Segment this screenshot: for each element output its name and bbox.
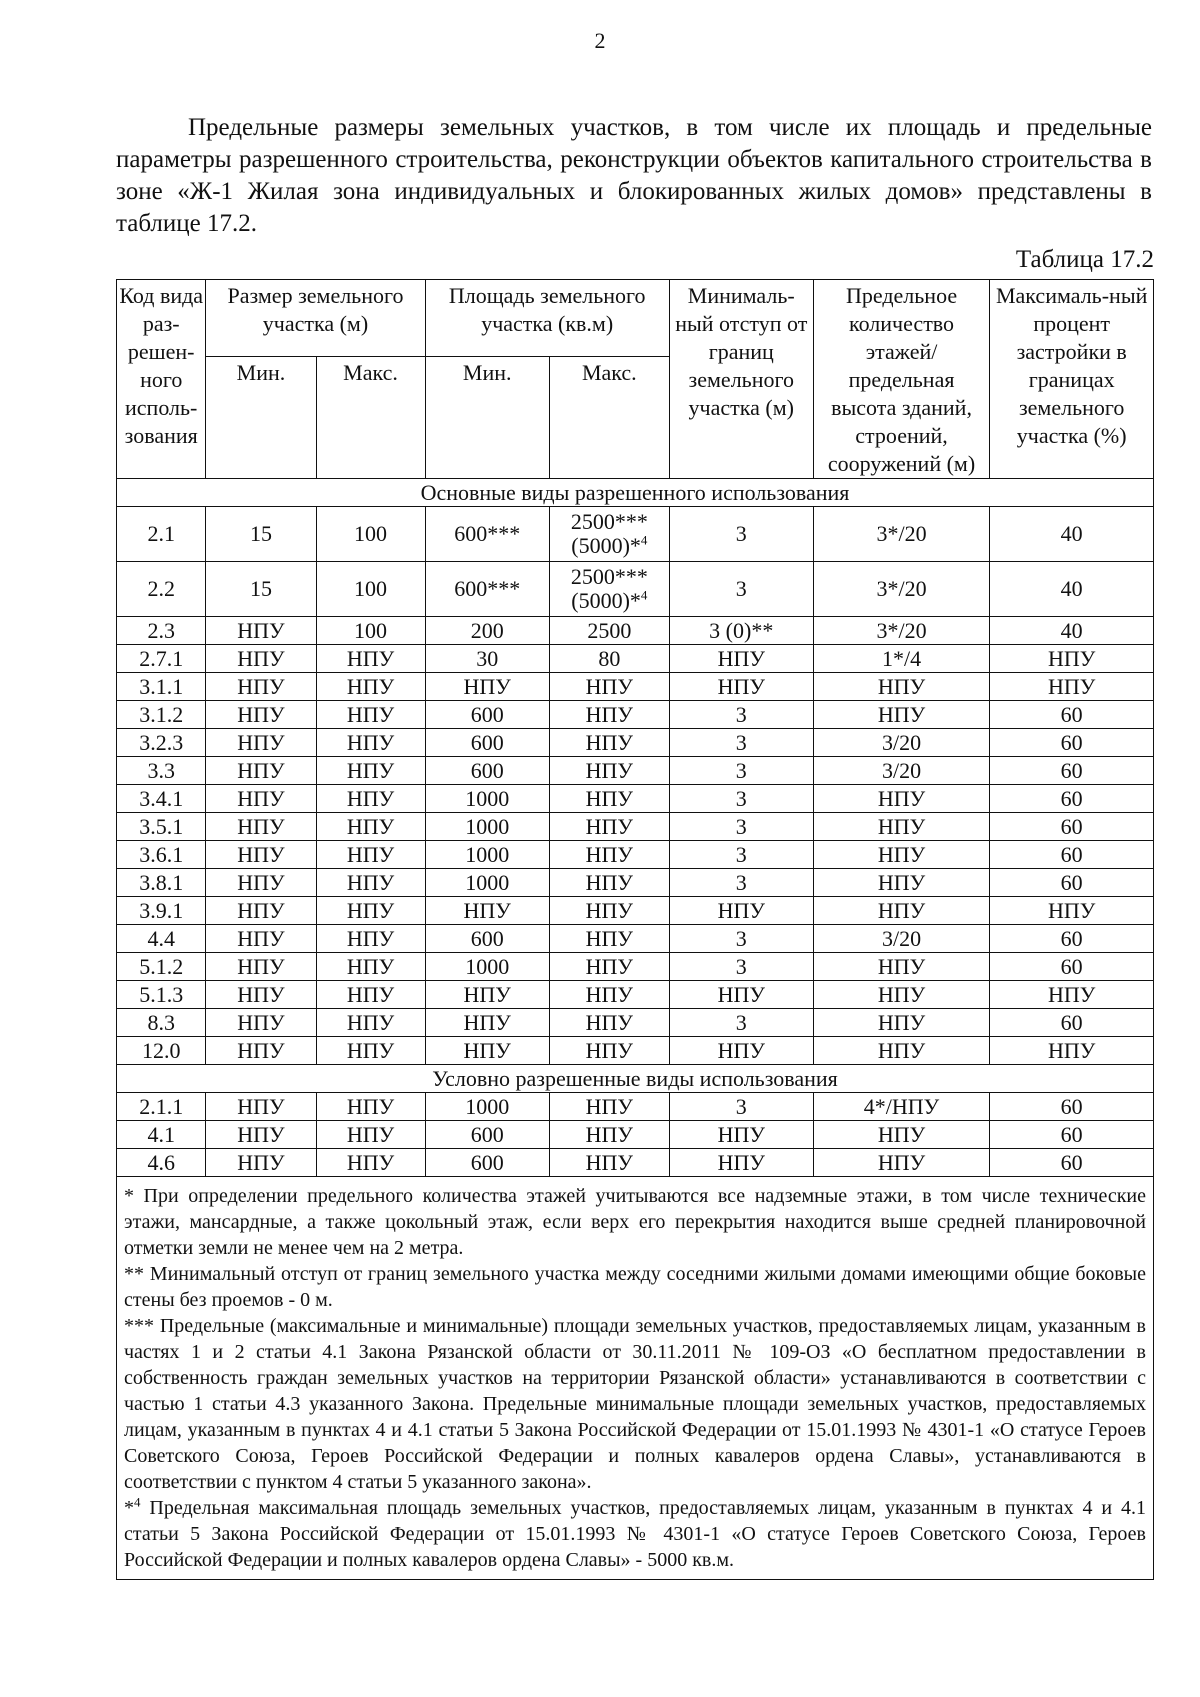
zoning-parameters-table	[116, 279, 1154, 1580]
table-cell: 4.6	[117, 1149, 206, 1177]
intro-paragraph: Предельные размеры земельных участков, в том числе их площадь и предельные параметры разрешенного строительства, реконструкции объектов капитального строительства в зоне «Ж-1 Жилая зона индивидуальных и блокированных жилых домов» представлены в таблице 17.2.	[116, 114, 1152, 237]
table-cell: НПУ	[206, 729, 316, 757]
table-cell: НПУ	[206, 1149, 316, 1177]
table-cell: 3*/20	[813, 617, 990, 645]
table-row	[117, 1093, 1154, 1121]
table-cell: НПУ	[813, 813, 990, 841]
table-cell: НПУ	[316, 1037, 425, 1065]
table-cell: НПУ	[206, 645, 316, 673]
table-cell: 2.2	[117, 562, 206, 617]
table-row	[117, 785, 1154, 813]
table-cell: 1*/4	[813, 645, 990, 673]
table-cell: 12.0	[117, 1037, 206, 1065]
table-cell: 60	[990, 729, 1154, 757]
table-cell: НПУ	[813, 1149, 990, 1177]
table-cell: 40	[990, 562, 1154, 617]
table-cell: 3	[669, 925, 813, 953]
table-cell: НПУ	[316, 701, 425, 729]
table-cell: 3	[669, 813, 813, 841]
table-cell: НПУ	[206, 925, 316, 953]
table-row	[117, 617, 1154, 645]
table-cell: НПУ	[549, 757, 669, 785]
table-cell: НПУ	[549, 1009, 669, 1037]
header-code: Код вида раз-решен-ного исполь-зования	[117, 280, 206, 479]
table-cell: НПУ	[990, 645, 1154, 673]
table-cell: 1000	[425, 953, 549, 981]
table-cell: НПУ	[316, 729, 425, 757]
table-cell: 60	[990, 785, 1154, 813]
table-cell: 600	[425, 757, 549, 785]
table-cell: 60	[990, 953, 1154, 981]
table-row	[117, 1149, 1154, 1177]
table-cell: НПУ	[316, 1149, 425, 1177]
table-cell: 3.1.2	[117, 701, 206, 729]
header-plot-size: Размер земельного участка (м)	[206, 280, 425, 357]
table-cell: 100	[316, 617, 425, 645]
table-cell: НПУ	[549, 673, 669, 701]
table-notes	[117, 1177, 1154, 1580]
table-row	[117, 1037, 1154, 1065]
table-cell: НПУ	[669, 897, 813, 925]
table-cell: НПУ	[316, 1009, 425, 1037]
table-cell: НПУ	[549, 1149, 669, 1177]
table-cell: 1000	[425, 785, 549, 813]
table-cell: НПУ	[316, 953, 425, 981]
table-cell: 3.6.1	[117, 841, 206, 869]
table-cell: НПУ	[813, 869, 990, 897]
table-cell: НПУ	[206, 1121, 316, 1149]
table-cell: 2500*** (5000)*$^4$	[549, 562, 669, 617]
note-3: *** Предельные (максимальные и минимальные) площади земельных участков, предоставляемых лицам, указанным в частях 1 и 2 статьи 4.1 Закона Рязанской области от 30.11.2011 № 109-ОЗ «О бесплатном предоставлении в собственность граждан земельных участков на территории Рязанской области» устанавливаются в соответствии с частью 1 статьи 4.3 указанного Закона. Предельные минимальные площади земельных участков, предоставляемых лицам, указанным в пунктах 4 и 4.1 статьи 5 Закона Российской Федерации от 15.01.1993 № 4301-1 «О статусе Героев Советского Союза, Героев Российской Федерации и полных кавалеров ордена Славы», устанавливаются в соответствии с пунктом 4 статьи 5 указанного закона».	[124, 1315, 1146, 1493]
table-row	[117, 841, 1154, 869]
table-cell: 3	[669, 869, 813, 897]
table-cell: 15	[206, 507, 316, 562]
table-row	[117, 897, 1154, 925]
table-cell: НПУ	[206, 617, 316, 645]
table-cell: НПУ	[549, 729, 669, 757]
table-cell: 1000	[425, 813, 549, 841]
header-size-max: Макс.	[316, 357, 425, 479]
table-cell: НПУ	[549, 1121, 669, 1149]
table-cell: 2.1	[117, 507, 206, 562]
table-cell: 3	[669, 841, 813, 869]
table-cell: 3	[669, 785, 813, 813]
table-cell: 2.1.1	[117, 1093, 206, 1121]
table-cell: 60	[990, 841, 1154, 869]
table-row	[117, 1121, 1154, 1149]
table-row	[117, 813, 1154, 841]
table-cell: НПУ	[669, 981, 813, 1009]
table-cell: 3*/20	[813, 562, 990, 617]
table-cell: 40	[990, 507, 1154, 562]
table-cell: НПУ	[549, 897, 669, 925]
table-cell: НПУ	[549, 1093, 669, 1121]
table-cell: НПУ	[669, 1149, 813, 1177]
table-cell: НПУ	[316, 897, 425, 925]
table-row	[117, 925, 1154, 953]
table-cell: 4.4	[117, 925, 206, 953]
table-cell: 5.1.3	[117, 981, 206, 1009]
table-cell: 4.1	[117, 1121, 206, 1149]
table-cell: 3	[669, 562, 813, 617]
table-cell: НПУ	[206, 813, 316, 841]
table-row	[117, 981, 1154, 1009]
table-cell: НПУ	[990, 981, 1154, 1009]
table-cell: НПУ	[206, 673, 316, 701]
table-row	[117, 869, 1154, 897]
table-cell: НПУ	[813, 953, 990, 981]
table-cell: НПУ	[990, 1037, 1154, 1065]
table-cell: 200	[425, 617, 549, 645]
table-cell: НПУ	[316, 785, 425, 813]
table-cell: НПУ	[316, 869, 425, 897]
table-cell: НПУ	[990, 897, 1154, 925]
table-cell: НПУ	[206, 757, 316, 785]
table-cell: НПУ	[206, 1037, 316, 1065]
table-cell: НПУ	[669, 645, 813, 673]
note-1: * При определении предельного количества этажей учитываются все надземные этажи, в том числе технические этажи, мансардные, а также цокольный этаж, если верх его перекрытия находится выше средней планировочной отметки земли не менее чем на 2 метра.	[124, 1185, 1146, 1259]
table-cell: НПУ	[549, 925, 669, 953]
table-cell: 600***	[425, 507, 549, 562]
table-cell: 8.3	[117, 1009, 206, 1037]
table-cell: 60	[990, 869, 1154, 897]
table-cell: НПУ	[549, 785, 669, 813]
table-cell: 600	[425, 701, 549, 729]
table-cell: 600	[425, 1121, 549, 1149]
table-cell: 15	[206, 562, 316, 617]
table-cell: 60	[990, 1009, 1154, 1037]
table-cell: НПУ	[425, 897, 549, 925]
table-cell: 60	[990, 757, 1154, 785]
table-cell: 3/20	[813, 757, 990, 785]
table-cell: 60	[990, 701, 1154, 729]
table-cell: 3*/20	[813, 507, 990, 562]
section-conditional-uses: Условно разрешенные виды использования	[117, 1065, 1154, 1093]
table-cell: 80	[549, 645, 669, 673]
table-cell: НПУ	[813, 981, 990, 1009]
table-cell: НПУ	[549, 701, 669, 729]
table-cell: 3/20	[813, 925, 990, 953]
table-cell: 5.1.2	[117, 953, 206, 981]
table-cell: НПУ	[206, 785, 316, 813]
table-cell: НПУ	[206, 1093, 316, 1121]
table-row	[117, 673, 1154, 701]
table-cell: НПУ	[425, 981, 549, 1009]
table-cell: НПУ	[425, 673, 549, 701]
table-cell: НПУ	[669, 1121, 813, 1149]
table-cell: 3.3	[117, 757, 206, 785]
table-cell: 600	[425, 729, 549, 757]
table-cell: НПУ	[316, 757, 425, 785]
table-cell: НПУ	[206, 981, 316, 1009]
table-cell: 600	[425, 925, 549, 953]
table-cell: НПУ	[813, 701, 990, 729]
table-cell: НПУ	[813, 1037, 990, 1065]
table-cell: НПУ	[316, 841, 425, 869]
table-cell: НПУ	[813, 785, 990, 813]
table-row	[117, 729, 1154, 757]
section-main-uses: Основные виды разрешенного использования	[117, 479, 1154, 507]
table-cell: НПУ	[813, 841, 990, 869]
table-cell: НПУ	[549, 841, 669, 869]
table-cell: 60	[990, 1121, 1154, 1149]
table-cell: 1000	[425, 841, 549, 869]
table-cell: 2.3	[117, 617, 206, 645]
table-cell: 2.7.1	[117, 645, 206, 673]
header-size-min: Мин.	[206, 357, 316, 479]
table-cell: НПУ	[316, 645, 425, 673]
table-cell: НПУ	[316, 813, 425, 841]
table-cell: 3.2.3	[117, 729, 206, 757]
table-cell: 3/20	[813, 729, 990, 757]
table-cell: 3	[669, 757, 813, 785]
table-cell: НПУ	[425, 1009, 549, 1037]
table-cell: 3	[669, 953, 813, 981]
table-cell: НПУ	[669, 1037, 813, 1065]
table-cell: 3 (0)**	[669, 617, 813, 645]
table-cell: НПУ	[549, 981, 669, 1009]
table-cell: НПУ	[813, 1009, 990, 1037]
table-cell: 100	[316, 562, 425, 617]
table-cell: 3	[669, 729, 813, 757]
table-row	[117, 645, 1154, 673]
table-cell: НПУ	[316, 1093, 425, 1121]
table-cell: 2500	[549, 617, 669, 645]
header-area-max: Макс.	[549, 357, 669, 479]
table-row	[117, 562, 1154, 617]
table-cell: НПУ	[206, 701, 316, 729]
table-cell: НПУ	[206, 841, 316, 869]
table-cell: 40	[990, 617, 1154, 645]
table-cell: 3	[669, 507, 813, 562]
table-cell: НПУ	[549, 813, 669, 841]
table-cell: НПУ	[206, 869, 316, 897]
table-cell: НПУ	[316, 925, 425, 953]
table-cell: 3	[669, 701, 813, 729]
table-cell: 3.8.1	[117, 869, 206, 897]
table-cell: 30	[425, 645, 549, 673]
header-plot-area: Площадь земельного участка (кв.м)	[425, 280, 669, 357]
table-row	[117, 701, 1154, 729]
table-row	[117, 953, 1154, 981]
table-cell: 3.1.1	[117, 673, 206, 701]
table-cell: НПУ	[549, 869, 669, 897]
header-floors: Предельное количество этажей/ предельная высота зданий, строений, сооружений (м)	[813, 280, 990, 479]
table-cell: 3	[669, 1093, 813, 1121]
table-row	[117, 757, 1154, 785]
table-cell: НПУ	[549, 953, 669, 981]
table-cell: 1000	[425, 869, 549, 897]
note-2: ** Минимальный отступ от границ земельного участка между соседними жилыми домами имеющими общие боковые стены без проемов - 0 м.	[124, 1263, 1146, 1311]
table-cell: 60	[990, 1093, 1154, 1121]
table-cell: НПУ	[813, 1121, 990, 1149]
table-cell: 3.4.1	[117, 785, 206, 813]
table-cell: НПУ	[206, 1009, 316, 1037]
table-row	[117, 1009, 1154, 1037]
header-area-min: Мин.	[425, 357, 549, 479]
table-cell: 60	[990, 925, 1154, 953]
table-cell: 60	[990, 1149, 1154, 1177]
table-cell: НПУ	[669, 673, 813, 701]
table-cell: 600***	[425, 562, 549, 617]
table-cell: 1000	[425, 1093, 549, 1121]
table-cell: НПУ	[316, 673, 425, 701]
table-cell: НПУ	[813, 673, 990, 701]
table-cell: НПУ	[316, 1121, 425, 1149]
table-cell: НПУ	[425, 1037, 549, 1065]
header-coverage: Максималь-ный процент застройки в границах земельного участка (%)	[990, 280, 1154, 479]
table-cell: 2500*** (5000)*$^4$	[549, 507, 669, 562]
note-4: *$^4$ Предельная максимальная площадь земельных участков, предоставляемых лицам, указанным в пунктах 4 и 4.1 статьи 5 Закона Российской Федерации от 15.01.1993 № 4301-1 «О статусе Героев Советского Союза, Героев Российской Федерации и полных кавалеров ордена Славы» - 5000 кв.м.	[124, 1494, 1146, 1571]
table-cell: 3.5.1	[117, 813, 206, 841]
table-cell: 3.9.1	[117, 897, 206, 925]
table-row	[117, 507, 1154, 562]
table-caption: Таблица 17.2	[1015, 246, 1154, 273]
table-cell: НПУ	[316, 981, 425, 1009]
table-cell: 4*/НПУ	[813, 1093, 990, 1121]
table-cell: НПУ	[206, 897, 316, 925]
page-number: 2	[594, 28, 606, 53]
header-setback: Минималь-ный отступ от границ земельного участка (м)	[669, 280, 813, 479]
table-cell: НПУ	[549, 1037, 669, 1065]
table-cell: 60	[990, 813, 1154, 841]
table-cell: НПУ	[990, 673, 1154, 701]
table-cell: 3	[669, 1009, 813, 1037]
table-cell: НПУ	[206, 953, 316, 981]
table-cell: 600	[425, 1149, 549, 1177]
table-cell: 100	[316, 507, 425, 562]
table-cell: НПУ	[813, 897, 990, 925]
